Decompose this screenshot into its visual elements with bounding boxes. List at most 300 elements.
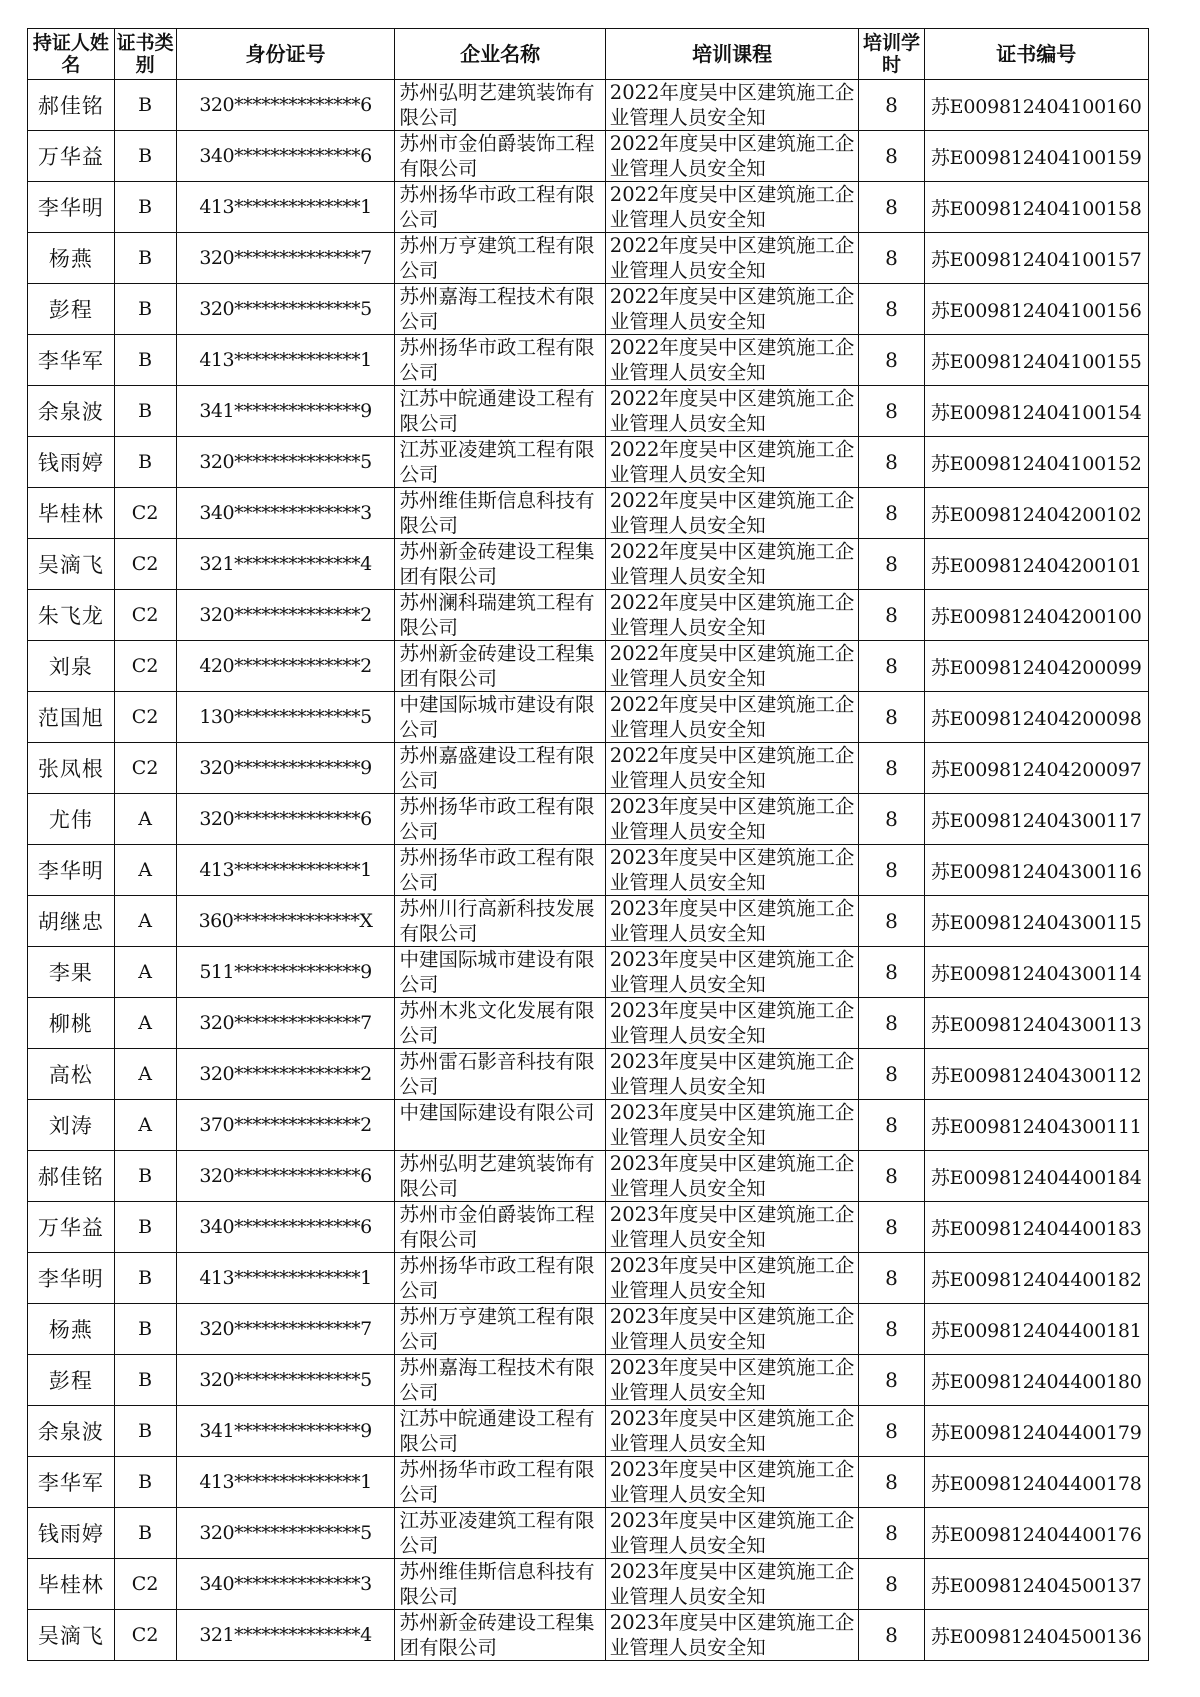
id-number-cell: 130**************5	[176, 692, 395, 743]
company-name-cell	[395, 437, 605, 488]
holder-name-cell: 吴滴飞	[28, 1610, 115, 1661]
certificate-number-cell: 苏E009812404400178	[924, 1457, 1148, 1508]
holder-name-cell: 杨燕	[28, 233, 115, 284]
id-number-cell: 340**************3	[176, 1559, 395, 1610]
certificate-category-cell: C2	[114, 1559, 176, 1610]
training-hours-cell: 8	[859, 1202, 924, 1253]
certificate-category-cell: B	[114, 233, 176, 284]
id-number-cell: 413**************1	[176, 845, 395, 896]
certificate-number-cell: 苏E009812404300115	[924, 896, 1148, 947]
table-row	[28, 590, 1149, 641]
training-hours-cell: 8	[859, 1049, 924, 1100]
table-row	[28, 539, 1149, 590]
training-course-text: 2023年度吴中区建筑施工企业管理人员安全知	[609, 1407, 855, 1455]
company-name-cell	[395, 1559, 605, 1610]
training-hours-cell: 8	[859, 794, 924, 845]
company-name-cell	[395, 284, 605, 335]
training-hours-cell: 8	[859, 386, 924, 437]
table-row	[28, 1508, 1149, 1559]
certificate-category-cell: C2	[114, 488, 176, 539]
company-name-cell	[395, 233, 605, 284]
id-number-cell: 320**************5	[176, 284, 395, 335]
certificate-category-cell: A	[114, 998, 176, 1049]
id-number-cell: 413**************1	[176, 1253, 395, 1304]
training-course-text: 2023年度吴中区建筑施工企业管理人员安全知	[609, 1254, 855, 1302]
certificate-number-cell: 苏E009812404300116	[924, 845, 1148, 896]
training-course-cell	[605, 1508, 859, 1559]
certificate-category-cell: A	[114, 845, 176, 896]
training-course-text: 2022年度吴中区建筑施工企业管理人员安全知	[609, 642, 855, 690]
training-course-cell	[605, 590, 859, 641]
certificate-number-cell: 苏E009812404400179	[924, 1406, 1148, 1457]
training-course-cell	[605, 1355, 859, 1406]
id-number-cell: 320**************5	[176, 437, 395, 488]
holder-name-cell: 刘泉	[28, 641, 115, 692]
certificate-number-cell: 苏E009812404400180	[924, 1355, 1148, 1406]
training-course-text: 2022年度吴中区建筑施工企业管理人员安全知	[609, 81, 855, 129]
company-name-cell	[395, 998, 605, 1049]
certificate-number-cell: 苏E009812404400184	[924, 1151, 1148, 1202]
id-number-cell: 320**************5	[176, 1355, 395, 1406]
certificate-number-cell: 苏E009812404100159	[924, 131, 1148, 182]
company-name-text: 苏州弘明艺建筑装饰有限公司	[399, 1152, 595, 1200]
training-course-text: 2022年度吴中区建筑施工企业管理人员安全知	[609, 438, 855, 486]
holder-name-cell: 朱飞龙	[28, 590, 115, 641]
company-name-text: 中建国际城市建设有限公司	[399, 693, 595, 741]
company-name-text: 苏州嘉海工程技术有限公司	[399, 285, 595, 333]
company-name-text: 江苏亚凌建筑工程有限公司	[399, 438, 595, 486]
company-name-text: 江苏亚凌建筑工程有限公司	[399, 1509, 595, 1557]
table-row	[28, 692, 1149, 743]
company-name-cell	[395, 1508, 605, 1559]
training-hours-cell: 8	[859, 590, 924, 641]
company-name-text: 江苏中皖通建设工程有限公司	[399, 1407, 595, 1455]
training-course-cell	[605, 1253, 859, 1304]
certificate-number-cell: 苏E009812404200101	[924, 539, 1148, 590]
company-name-cell	[395, 1202, 605, 1253]
company-name-cell	[395, 641, 605, 692]
certificate-category-cell: B	[114, 437, 176, 488]
holder-name-cell: 吴滴飞	[28, 539, 115, 590]
header-training-course: 培训课程	[605, 29, 859, 80]
holder-name-cell: 胡继忠	[28, 896, 115, 947]
training-course-text: 2023年度吴中区建筑施工企业管理人员安全知	[609, 1152, 855, 1200]
training-hours-cell: 8	[859, 284, 924, 335]
training-hours-cell: 8	[859, 1508, 924, 1559]
certificate-number-cell: 苏E009812404400176	[924, 1508, 1148, 1559]
training-course-text: 2023年度吴中区建筑施工企业管理人员安全知	[609, 846, 855, 894]
training-course-cell	[605, 947, 859, 998]
training-hours-cell: 8	[859, 1610, 924, 1661]
id-number-cell: 320**************7	[176, 998, 395, 1049]
training-course-text: 2022年度吴中区建筑施工企业管理人员安全知	[609, 540, 855, 588]
company-name-cell	[395, 1304, 605, 1355]
training-course-text: 2022年度吴中区建筑施工企业管理人员安全知	[609, 132, 855, 180]
training-course-cell	[605, 998, 859, 1049]
certificate-number-cell: 苏E009812404100158	[924, 182, 1148, 233]
id-number-cell: 413**************1	[176, 1457, 395, 1508]
id-number-cell: 320**************7	[176, 1304, 395, 1355]
holder-name-cell: 李华明	[28, 182, 115, 233]
certificate-number-cell: 苏E009812404500137	[924, 1559, 1148, 1610]
training-course-cell	[605, 1304, 859, 1355]
certificate-category-cell: C2	[114, 743, 176, 794]
holder-name-cell: 郝佳铭	[28, 80, 115, 131]
certificate-number-cell: 苏E009812404100154	[924, 386, 1148, 437]
company-name-text: 苏州扬华市政工程有限公司	[399, 183, 595, 231]
id-number-cell: 320**************7	[176, 233, 395, 284]
company-name-cell	[395, 845, 605, 896]
training-hours-cell: 8	[859, 692, 924, 743]
company-name-text: 苏州市金伯爵装饰工程有限公司	[399, 132, 595, 180]
training-course-cell	[605, 1202, 859, 1253]
table-row	[28, 743, 1149, 794]
company-name-cell	[395, 335, 605, 386]
certificate-number-cell: 苏E009812404300111	[924, 1100, 1148, 1151]
id-number-cell: 511**************9	[176, 947, 395, 998]
training-hours-cell: 8	[859, 437, 924, 488]
training-course-cell	[605, 182, 859, 233]
holder-name-cell: 李华军	[28, 1457, 115, 1508]
company-name-cell	[395, 131, 605, 182]
header-id-number: 身份证号	[176, 29, 395, 80]
table-row	[28, 1559, 1149, 1610]
table-row	[28, 1202, 1149, 1253]
training-course-text: 2023年度吴中区建筑施工企业管理人员安全知	[609, 1305, 855, 1353]
company-name-text: 中建国际城市建设有限公司	[399, 948, 595, 996]
id-number-cell: 341**************9	[176, 1406, 395, 1457]
table-row	[28, 998, 1149, 1049]
training-hours-cell: 8	[859, 1253, 924, 1304]
table-row	[28, 1610, 1149, 1661]
certificate-category-cell: C2	[114, 692, 176, 743]
training-course-cell	[605, 1100, 859, 1151]
table-row	[28, 182, 1149, 233]
training-hours-cell: 8	[859, 1355, 924, 1406]
training-course-cell	[605, 233, 859, 284]
company-name-text: 苏州扬华市政工程有限公司	[399, 1254, 595, 1302]
certificate-number-cell: 苏E009812404200102	[924, 488, 1148, 539]
id-number-cell: 340**************6	[176, 1202, 395, 1253]
company-name-text: 中建国际建设有限公司	[399, 1101, 595, 1124]
company-name-text: 苏州嘉海工程技术有限公司	[399, 1356, 595, 1404]
training-hours-cell: 8	[859, 641, 924, 692]
certificate-number-cell: 苏E009812404100155	[924, 335, 1148, 386]
training-hours-cell: 8	[859, 845, 924, 896]
training-course-cell	[605, 386, 859, 437]
certificate-category-cell: B	[114, 1304, 176, 1355]
table-row	[28, 335, 1149, 386]
training-course-text: 2022年度吴中区建筑施工企业管理人员安全知	[609, 234, 855, 282]
certificate-category-cell: B	[114, 1253, 176, 1304]
training-course-cell	[605, 1559, 859, 1610]
company-name-text: 苏州弘明艺建筑装饰有限公司	[399, 81, 595, 129]
id-number-cell: 360**************X	[176, 896, 395, 947]
training-course-text: 2022年度吴中区建筑施工企业管理人员安全知	[609, 489, 855, 537]
training-course-text: 2023年度吴中区建筑施工企业管理人员安全知	[609, 795, 855, 843]
training-course-text: 2023年度吴中区建筑施工企业管理人员安全知	[609, 948, 855, 996]
training-course-text: 2022年度吴中区建筑施工企业管理人员安全知	[609, 336, 855, 384]
id-number-cell: 320**************6	[176, 794, 395, 845]
holder-name-cell: 余泉波	[28, 1406, 115, 1457]
table-row	[28, 1355, 1149, 1406]
training-course-cell	[605, 131, 859, 182]
holder-name-cell: 尤伟	[28, 794, 115, 845]
id-number-cell: 320**************5	[176, 1508, 395, 1559]
training-course-cell	[605, 641, 859, 692]
company-name-cell	[395, 80, 605, 131]
training-hours-cell: 8	[859, 1457, 924, 1508]
company-name-text: 苏州市金伯爵装饰工程有限公司	[399, 1203, 595, 1251]
training-course-cell	[605, 284, 859, 335]
training-hours-cell: 8	[859, 182, 924, 233]
holder-name-cell: 杨燕	[28, 1304, 115, 1355]
table-row	[28, 947, 1149, 998]
company-name-cell	[395, 539, 605, 590]
holder-name-cell: 郝佳铭	[28, 1151, 115, 1202]
training-course-cell	[605, 335, 859, 386]
company-name-cell	[395, 896, 605, 947]
certificate-category-cell: C2	[114, 590, 176, 641]
training-course-text: 2023年度吴中区建筑施工企业管理人员安全知	[609, 1560, 855, 1608]
table-row	[28, 1100, 1149, 1151]
certificate-category-cell: C2	[114, 539, 176, 590]
training-hours-cell: 8	[859, 488, 924, 539]
training-course-cell	[605, 1151, 859, 1202]
company-name-text: 苏州川行高新科技发展有限公司	[399, 897, 595, 945]
holder-name-cell: 李华明	[28, 845, 115, 896]
certificate-category-cell: A	[114, 1049, 176, 1100]
training-hours-cell: 8	[859, 1151, 924, 1202]
id-number-cell: 320**************6	[176, 1151, 395, 1202]
company-name-text: 苏州维佳斯信息科技有限公司	[399, 1560, 595, 1608]
table-row	[28, 437, 1149, 488]
company-name-cell	[395, 1049, 605, 1100]
holder-name-cell: 彭程	[28, 284, 115, 335]
holder-name-cell: 余泉波	[28, 386, 115, 437]
company-name-text: 苏州万亨建筑工程有限公司	[399, 234, 595, 282]
training-course-cell	[605, 845, 859, 896]
training-course-text: 2023年度吴中区建筑施工企业管理人员安全知	[609, 1611, 855, 1659]
table-row	[28, 1049, 1149, 1100]
training-hours-cell: 8	[859, 998, 924, 1049]
header-company-name: 企业名称	[395, 29, 605, 80]
training-course-cell	[605, 1049, 859, 1100]
id-number-cell: 341**************9	[176, 386, 395, 437]
certificate-number-cell: 苏E009812404300113	[924, 998, 1148, 1049]
training-hours-cell: 8	[859, 743, 924, 794]
training-course-cell	[605, 794, 859, 845]
certificate-number-cell: 苏E009812404100160	[924, 80, 1148, 131]
certificate-number-cell: 苏E009812404200099	[924, 641, 1148, 692]
holder-name-cell: 万华益	[28, 1202, 115, 1253]
training-course-cell	[605, 1457, 859, 1508]
training-hours-cell: 8	[859, 1406, 924, 1457]
training-course-text: 2023年度吴中区建筑施工企业管理人员安全知	[609, 1356, 855, 1404]
company-name-text: 苏州木兆文化发展有限公司	[399, 999, 595, 1047]
training-hours-cell: 8	[859, 131, 924, 182]
company-name-cell	[395, 692, 605, 743]
training-course-text: 2022年度吴中区建筑施工企业管理人员安全知	[609, 387, 855, 435]
company-name-text: 苏州雷石影音科技有限公司	[399, 1050, 595, 1098]
holder-name-cell: 万华益	[28, 131, 115, 182]
holder-name-cell: 彭程	[28, 1355, 115, 1406]
training-course-text: 2022年度吴中区建筑施工企业管理人员安全知	[609, 285, 855, 333]
training-hours-cell: 8	[859, 80, 924, 131]
id-number-cell: 320**************9	[176, 743, 395, 794]
company-name-cell	[395, 590, 605, 641]
holder-name-cell: 毕桂林	[28, 488, 115, 539]
company-name-cell	[395, 1253, 605, 1304]
header-training-hours: 培训学时	[859, 29, 924, 80]
certificate-number-cell: 苏E009812404200098	[924, 692, 1148, 743]
certificate-number-cell: 苏E009812404400181	[924, 1304, 1148, 1355]
holder-name-cell: 柳桃	[28, 998, 115, 1049]
company-name-cell	[395, 947, 605, 998]
holder-name-cell: 钱雨婷	[28, 437, 115, 488]
company-name-text: 江苏中皖通建设工程有限公司	[399, 387, 595, 435]
training-hours-cell: 8	[859, 539, 924, 590]
company-name-cell	[395, 1355, 605, 1406]
header-holder-name: 持证人姓名	[28, 29, 115, 80]
id-number-cell: 320**************2	[176, 590, 395, 641]
company-name-text: 苏州扬华市政工程有限公司	[399, 795, 595, 843]
training-course-cell	[605, 80, 859, 131]
header-certificate-category: 证书类别	[114, 29, 176, 80]
id-number-cell: 340**************6	[176, 131, 395, 182]
training-course-cell	[605, 437, 859, 488]
company-name-text: 苏州维佳斯信息科技有限公司	[399, 489, 595, 537]
company-name-text: 苏州扬华市政工程有限公司	[399, 1458, 595, 1506]
holder-name-cell: 刘涛	[28, 1100, 115, 1151]
certificate-category-cell: B	[114, 80, 176, 131]
company-name-cell	[395, 386, 605, 437]
certificate-number-cell: 苏E009812404400182	[924, 1253, 1148, 1304]
id-number-cell: 321**************4	[176, 539, 395, 590]
certificate-number-cell: 苏E009812404200097	[924, 743, 1148, 794]
company-name-cell	[395, 1151, 605, 1202]
certificate-category-cell: A	[114, 947, 176, 998]
holder-name-cell: 高松	[28, 1049, 115, 1100]
training-hours-cell: 8	[859, 1304, 924, 1355]
training-course-text: 2023年度吴中区建筑施工企业管理人员安全知	[609, 1050, 855, 1098]
id-number-cell: 420**************2	[176, 641, 395, 692]
certificate-category-cell: C2	[114, 1610, 176, 1661]
table-row	[28, 488, 1149, 539]
company-name-cell	[395, 488, 605, 539]
certificate-category-cell: A	[114, 896, 176, 947]
company-name-cell	[395, 1610, 605, 1661]
holder-name-cell: 李华军	[28, 335, 115, 386]
header-certificate-number: 证书编号	[924, 29, 1148, 80]
table-row	[28, 131, 1149, 182]
training-course-text: 2023年度吴中区建筑施工企业管理人员安全知	[609, 1458, 855, 1506]
company-name-text: 苏州新金砖建设工程集团有限公司	[399, 1611, 595, 1659]
company-name-cell	[395, 1457, 605, 1508]
certificate-number-cell: 苏E009812404200100	[924, 590, 1148, 641]
training-course-text: 2023年度吴中区建筑施工企业管理人员安全知	[609, 897, 855, 945]
training-course-cell	[605, 1610, 859, 1661]
table-row	[28, 80, 1149, 131]
certificate-category-cell: B	[114, 1355, 176, 1406]
certificate-number-cell: 苏E009812404300112	[924, 1049, 1148, 1100]
holder-name-cell: 毕桂林	[28, 1559, 115, 1610]
certificate-category-cell: B	[114, 284, 176, 335]
certificate-category-cell: B	[114, 335, 176, 386]
training-course-text: 2023年度吴中区建筑施工企业管理人员安全知	[609, 999, 855, 1047]
table-row	[28, 1151, 1149, 1202]
training-course-text: 2022年度吴中区建筑施工企业管理人员安全知	[609, 591, 855, 639]
table-row	[28, 1253, 1149, 1304]
holder-name-cell: 李华明	[28, 1253, 115, 1304]
certificate-category-cell: B	[114, 1508, 176, 1559]
training-hours-cell: 8	[859, 335, 924, 386]
id-number-cell: 413**************1	[176, 182, 395, 233]
company-name-cell	[395, 1406, 605, 1457]
certificate-category-cell: B	[114, 1151, 176, 1202]
certificate-category-cell: A	[114, 794, 176, 845]
certificate-number-cell: 苏E009812404100157	[924, 233, 1148, 284]
training-course-text: 2022年度吴中区建筑施工企业管理人员安全知	[609, 693, 855, 741]
id-number-cell: 320**************2	[176, 1049, 395, 1100]
certificate-number-cell: 苏E009812404300114	[924, 947, 1148, 998]
table-row	[28, 896, 1149, 947]
company-name-text: 苏州扬华市政工程有限公司	[399, 336, 595, 384]
company-name-cell	[395, 182, 605, 233]
training-course-text: 2022年度吴中区建筑施工企业管理人员安全知	[609, 183, 855, 231]
company-name-text: 苏州新金砖建设工程集团有限公司	[399, 540, 595, 588]
certificate-number-cell: 苏E009812404400183	[924, 1202, 1148, 1253]
company-name-text: 苏州万亨建筑工程有限公司	[399, 1305, 595, 1353]
training-course-cell	[605, 1406, 859, 1457]
training-hours-cell: 8	[859, 233, 924, 284]
certificate-category-cell: B	[114, 386, 176, 437]
holder-name-cell: 范国旭	[28, 692, 115, 743]
table-row	[28, 233, 1149, 284]
certificate-number-cell: 苏E009812404100152	[924, 437, 1148, 488]
certificate-category-cell: B	[114, 182, 176, 233]
company-name-text: 苏州扬华市政工程有限公司	[399, 846, 595, 894]
table-row	[28, 386, 1149, 437]
certificate-number-cell: 苏E009812404100156	[924, 284, 1148, 335]
company-name-text: 苏州澜科瑞建筑工程有限公司	[399, 591, 595, 639]
id-number-cell: 413**************1	[176, 335, 395, 386]
company-name-cell	[395, 794, 605, 845]
table-row	[28, 794, 1149, 845]
certificate-category-cell: C2	[114, 641, 176, 692]
id-number-cell: 320**************6	[176, 80, 395, 131]
certificate-category-cell: B	[114, 131, 176, 182]
training-course-cell	[605, 692, 859, 743]
company-name-cell	[395, 743, 605, 794]
holder-name-cell: 钱雨婷	[28, 1508, 115, 1559]
table-row	[28, 1406, 1149, 1457]
table-header-row	[28, 29, 1149, 80]
id-number-cell: 370**************2	[176, 1100, 395, 1151]
certificate-number-cell: 苏E009812404300117	[924, 794, 1148, 845]
training-course-text: 2023年度吴中区建筑施工企业管理人员安全知	[609, 1101, 855, 1149]
training-course-text: 2023年度吴中区建筑施工企业管理人员安全知	[609, 1509, 855, 1557]
training-course-text: 2023年度吴中区建筑施工企业管理人员安全知	[609, 1203, 855, 1251]
certificate-category-cell: A	[114, 1100, 176, 1151]
certificate-category-cell: B	[114, 1202, 176, 1253]
certificate-number-cell: 苏E009812404500136	[924, 1610, 1148, 1661]
table-row	[28, 845, 1149, 896]
certificate-category-cell: B	[114, 1406, 176, 1457]
company-name-text: 苏州嘉盛建设工程有限公司	[399, 744, 595, 792]
table-row	[28, 1304, 1149, 1355]
table-row	[28, 284, 1149, 335]
